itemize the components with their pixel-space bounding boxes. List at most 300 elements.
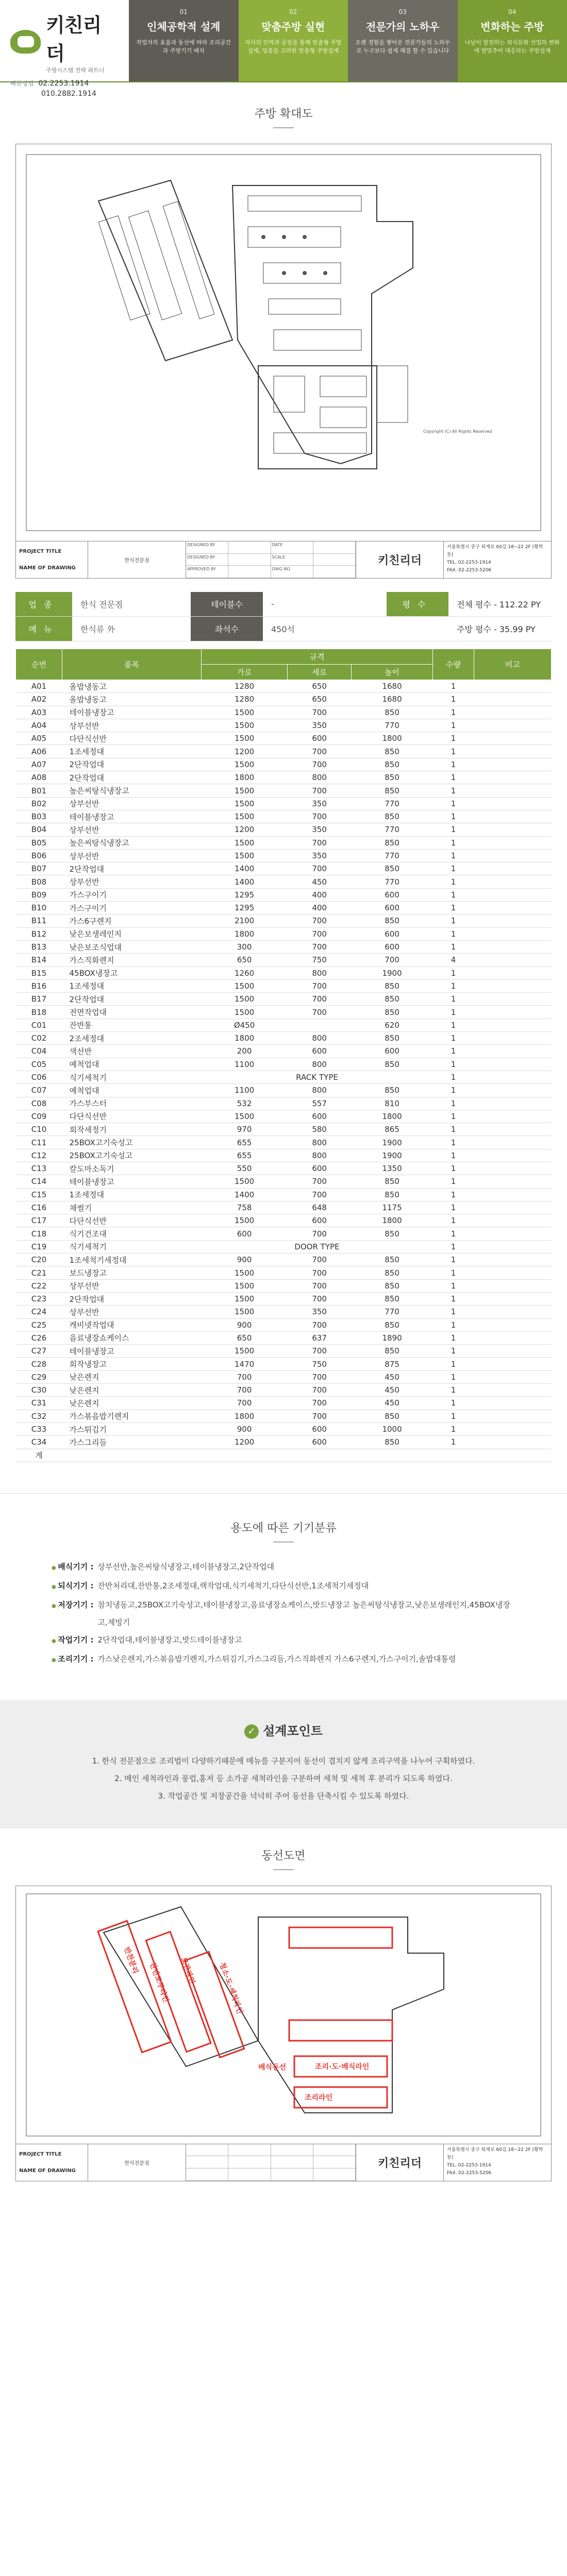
table-row	[16, 706, 552, 719]
table-row	[16, 836, 552, 849]
table-cell: 850	[352, 914, 433, 927]
table-cell: 1	[433, 745, 474, 758]
table-cell: 2조세정대	[62, 1032, 202, 1045]
col-d: 세로	[288, 665, 352, 680]
table-cell: 1	[433, 1266, 474, 1279]
table-cell: 테이블냉장고	[62, 1175, 202, 1188]
table-cell: 648	[288, 1201, 352, 1214]
usage-text: 2단작업대,테이블냉장고,밧드테이블냉장고	[97, 1635, 242, 1645]
table-cell: 1100	[202, 1058, 288, 1071]
table-cell: C10	[16, 1123, 62, 1136]
table-cell: 2단작업대	[62, 771, 202, 784]
table-cell: 음료냉장쇼케이스	[62, 1331, 202, 1344]
table-cell: 700	[288, 1175, 352, 1188]
phone-2[interactable]: 010.2882.1914	[41, 90, 96, 98]
table-cell: C28	[16, 1358, 62, 1370]
table-cell: 1500	[202, 849, 288, 862]
table-cell-note	[474, 940, 552, 953]
table-cell: 700	[288, 1318, 352, 1331]
table-cell: 700	[288, 784, 352, 797]
table-cell-note	[474, 771, 552, 784]
usage-text: 잔반처리대,잔반통,2조세정대,랙작업대,식기세척기,다단식선반,1조세척기세정대	[97, 1581, 369, 1590]
col-no: 순번	[16, 649, 62, 680]
table-cell: B10	[16, 902, 62, 914]
table-cell	[352, 1449, 433, 1462]
table-cell: 상부선반	[62, 1279, 202, 1292]
table-row	[16, 1110, 552, 1123]
table-cell: C26	[16, 1331, 62, 1344]
table-row	[16, 1201, 552, 1214]
table-cell: 1500	[202, 1306, 288, 1318]
table-cell: 700	[288, 810, 352, 823]
table-cell-note	[474, 810, 552, 823]
table-cell: A08	[16, 771, 62, 784]
table-cell: 850	[352, 771, 433, 784]
table-cell: C04	[16, 1045, 62, 1058]
table-cell: 1	[433, 1097, 474, 1110]
table-cell: 1	[433, 1071, 474, 1083]
table-cell-note	[474, 745, 552, 758]
table-cell-note	[474, 902, 552, 914]
table-cell: 1800	[352, 1110, 433, 1123]
table-cell: 테이블냉장고	[62, 810, 202, 823]
table-cell: 1	[433, 993, 474, 1006]
table-cell: C22	[16, 1279, 62, 1292]
table-cell: A06	[16, 745, 62, 758]
table-cell: 655	[202, 1149, 288, 1162]
table-row	[16, 1292, 552, 1305]
table-cell: 1	[433, 1149, 474, 1162]
table-row	[16, 1097, 552, 1110]
table-cell-note	[474, 1436, 552, 1449]
table-cell: C30	[16, 1384, 62, 1397]
table-row	[16, 1370, 552, 1383]
table-cell-note	[474, 1084, 552, 1097]
table-cell: B07	[16, 862, 62, 875]
table-cell: 900	[202, 1318, 288, 1331]
table-cell: 650	[202, 1331, 288, 1344]
table-row	[16, 1019, 552, 1031]
table-cell: 1	[433, 758, 474, 771]
table-cell: 1	[433, 1136, 474, 1149]
table-cell-note	[474, 1410, 552, 1422]
table-cell: 865	[352, 1123, 433, 1136]
table-cell: 1500	[202, 758, 288, 771]
flow-label: 조리·도·배식라인	[315, 2062, 370, 2071]
table-cell: 770	[352, 849, 433, 862]
feature-2	[239, 0, 348, 81]
table-cell: 가스구이기	[62, 888, 202, 901]
brand-block	[0, 0, 129, 98]
table-cell: 1	[433, 914, 474, 927]
table-cell-note	[474, 732, 552, 745]
table-cell-note	[474, 1032, 552, 1045]
table-cell: 1000	[352, 1422, 433, 1435]
table-row	[16, 1162, 552, 1175]
table-cell: 1	[433, 1188, 474, 1201]
table-cell: 1470	[202, 1358, 288, 1370]
table-cell: 낮은보생레인지	[62, 927, 202, 940]
usage-text: 가스낮은렌지,가스볶음밥기렌지,가스튀김기,가스그리들,가스직화렌지 가스6구렌지,가스구이기,솔밥대통령	[97, 1654, 456, 1664]
table-cell: 가스직화렌지	[62, 954, 202, 967]
table-row	[16, 927, 552, 940]
table-cell: 850	[352, 706, 433, 719]
usage-item	[52, 1596, 515, 1631]
table-row	[16, 979, 552, 992]
table-cell: 850	[352, 1032, 433, 1045]
table-cell: 850	[352, 1227, 433, 1240]
usage-section	[0, 1493, 567, 1690]
table-cell: 1	[433, 1006, 474, 1019]
table-cell: 1	[433, 1110, 474, 1123]
table-cell: B08	[16, 875, 62, 888]
fax-text: FAX. 02-2253-5206	[447, 2170, 492, 2176]
table-cell: 770	[352, 797, 433, 810]
table-cell: 700	[288, 1410, 352, 1422]
table-cell: C09	[16, 1110, 62, 1123]
table-cell: 1	[433, 1358, 474, 1370]
table-cell: C19	[16, 1240, 62, 1253]
table-cell: 1800	[202, 1410, 288, 1422]
table-cell: 450	[352, 1370, 433, 1383]
table-cell: 1조세정대	[62, 1188, 202, 1201]
table-cell: 1	[433, 693, 474, 706]
table-cell: 350	[288, 719, 352, 732]
table-cell: 700	[288, 1266, 352, 1279]
table-cell: 700	[288, 914, 352, 927]
table-cell-note	[474, 1370, 552, 1383]
table-row	[16, 875, 552, 888]
table-cell: 800	[288, 967, 352, 979]
table-row	[16, 1384, 552, 1397]
table-cell: 850	[352, 1345, 433, 1358]
flow-label: 배식동선	[258, 2063, 287, 2072]
table-row	[16, 732, 552, 745]
table-row	[16, 902, 552, 914]
table-cell: 1	[433, 1306, 474, 1318]
table-cell: 1500	[202, 836, 288, 849]
table-cell-note	[474, 1358, 552, 1370]
section-title-usage: 용도에 따른 기기분류	[230, 1521, 337, 1535]
table-cell: 상부선반	[62, 875, 202, 888]
table-cell: 1	[433, 875, 474, 888]
table-cell: B15	[16, 967, 62, 979]
table-cell: 850	[352, 810, 433, 823]
table-row	[16, 888, 552, 901]
table-row	[16, 954, 552, 967]
table-cell: 800	[288, 771, 352, 784]
table-cell: 1280	[202, 693, 288, 706]
design-point: 1. 한식 전문점으로 조리법이 다양하기때문에 메뉴를 구분지어 동선이 겹치지 않게 조리구역을 나누어 구획하였다.	[92, 1756, 475, 1766]
table-cell: B06	[16, 849, 62, 862]
table-cell: 1	[433, 1345, 474, 1358]
table-row	[16, 1175, 552, 1188]
info-row	[15, 617, 552, 641]
table-cell: 600	[288, 1214, 352, 1227]
table-cell: 1500	[202, 784, 288, 797]
table-cell: 1500	[202, 810, 288, 823]
table-cell: 850	[352, 979, 433, 992]
table-cell: 450	[352, 1397, 433, 1410]
title-labels	[16, 541, 88, 578]
table-cell: 상부선반	[62, 797, 202, 810]
table-cell: 1	[433, 1201, 474, 1214]
table-cell: 1500	[202, 732, 288, 745]
table-cell: 다단식선반	[62, 1110, 202, 1123]
table-cell: 1350	[352, 1162, 433, 1175]
table-cell: 620	[352, 1019, 433, 1031]
grid-cell: DESIGNED BY	[186, 541, 228, 554]
phone-label: 빠른상담	[10, 80, 35, 87]
grid-cell: DWG NO	[271, 566, 313, 578]
table-cell: 1200	[202, 823, 288, 836]
table-cell: 200	[202, 1045, 288, 1058]
table-cell-note	[474, 1188, 552, 1201]
table-cell: 1	[433, 1279, 474, 1292]
table-cell: 낮은보조식업대	[62, 940, 202, 953]
table-row	[16, 1188, 552, 1201]
table-cell: RACK TYPE	[202, 1071, 433, 1083]
table-cell-note	[474, 758, 552, 771]
table-row	[16, 1306, 552, 1318]
phone-1[interactable]: 02.2253.1914	[38, 79, 89, 88]
info-key-empty	[387, 617, 448, 641]
flow-label: 반찬분리	[122, 1945, 140, 1975]
table-cell: 1	[433, 927, 474, 940]
table-row	[16, 745, 552, 758]
table-cell: 550	[202, 1162, 288, 1175]
table-cell: 750	[288, 954, 352, 967]
table-cell: A05	[16, 732, 62, 745]
table-cell: C08	[16, 1097, 62, 1110]
table-row	[16, 1058, 552, 1071]
table-cell: 770	[352, 823, 433, 836]
col-qty: 수량	[433, 649, 474, 680]
title-grid	[186, 541, 356, 578]
table-cell: 1400	[202, 1188, 288, 1201]
table-cell: 650	[202, 954, 288, 967]
table-cell: C21	[16, 1266, 62, 1279]
table-cell: 600	[288, 1162, 352, 1175]
table-cell: 1500	[202, 1110, 288, 1123]
table-cell: B11	[16, 914, 62, 927]
table-cell: 650	[288, 680, 352, 693]
table-cell: 1900	[352, 1149, 433, 1162]
table-cell: 1	[433, 1032, 474, 1045]
table-cell: 2100	[202, 914, 288, 927]
table-cell: 가스튀김기	[62, 1422, 202, 1435]
usage-text: 상부선반,높은씨탕식냉장고,테이블냉장고,2단작업대	[97, 1562, 275, 1571]
usage-tag: ● 되식기기 :	[52, 1577, 93, 1596]
design-point: 2. 메인 세척라인과 풍럽,홍저 등 소가공 세척라인을 구분하여 세척 및 세척 후 분리가 되도록 하였다.	[114, 1773, 453, 1783]
table-cell: 2단작업대	[62, 1292, 202, 1305]
table-cell: C15	[16, 1188, 62, 1201]
table-cell: 1	[433, 732, 474, 745]
table-cell: 1680	[352, 680, 433, 693]
table-cell-note	[474, 1253, 552, 1266]
table-cell: 가스볶음밥기렌지	[62, 1410, 202, 1422]
table-cell: 850	[352, 1318, 433, 1331]
table-cell: 1800	[202, 771, 288, 784]
table-cell: B02	[16, 797, 62, 810]
flow-plan-drawing	[16, 1886, 551, 2144]
table-cell: B14	[16, 954, 62, 967]
check-icon: ✓	[244, 1724, 259, 1739]
table-cell: 1680	[352, 693, 433, 706]
table-cell: 770	[352, 875, 433, 888]
table-cell-note	[474, 1162, 552, 1175]
table-cell	[202, 1449, 288, 1462]
design-title	[0, 1721, 567, 1739]
top-banner	[0, 0, 567, 98]
table-row	[16, 1279, 552, 1292]
table-row	[16, 1214, 552, 1227]
table-cell: 350	[288, 797, 352, 810]
table-row	[16, 1149, 552, 1162]
table-row	[16, 680, 552, 693]
table-cell: 850	[352, 1175, 433, 1188]
table-cell: 회작세정기	[62, 1123, 202, 1136]
table-cell: 700	[202, 1370, 288, 1383]
project-title-label: PROJECT TITLE	[19, 549, 62, 555]
table-cell-note	[474, 680, 552, 693]
table-cell: 높은씨탕식냉장고	[62, 784, 202, 797]
table-cell: 올밥냉동고	[62, 680, 202, 693]
table-cell: 700	[288, 940, 352, 953]
table-cell-note	[474, 1097, 552, 1110]
table-cell: 770	[352, 719, 433, 732]
table-row	[16, 849, 552, 862]
equipment-table	[15, 649, 552, 1462]
table-cell: 계	[16, 1449, 62, 1462]
table-cell-note	[474, 1331, 552, 1344]
table-cell: 회작냉장고	[62, 1358, 202, 1370]
table-cell: 가스부스터	[62, 1097, 202, 1110]
table-cell-note	[474, 1136, 552, 1149]
table-row	[16, 1006, 552, 1019]
table-cell-note	[474, 706, 552, 719]
table-cell-note	[474, 1266, 552, 1279]
table-row	[16, 758, 552, 771]
table-cell: 600	[352, 927, 433, 940]
fax-text: FAX. 02-2253-5206	[447, 568, 492, 573]
table-cell: 810	[352, 1097, 433, 1110]
table-row	[16, 1449, 552, 1462]
table-row	[16, 862, 552, 875]
table-cell: 900	[202, 1422, 288, 1435]
table-cell: 1	[433, 771, 474, 784]
feature-title: 전문가의 노하우	[366, 21, 440, 33]
table-cell: 700	[288, 1292, 352, 1305]
feature-num: 01	[179, 8, 188, 15]
title-labels	[16, 2144, 88, 2181]
brand-name: 키친리더	[46, 13, 102, 65]
divider	[273, 1541, 294, 1543]
store-info	[15, 592, 552, 641]
feature-4	[458, 0, 567, 81]
table-cell: 400	[288, 888, 352, 901]
table-cell: 850	[352, 784, 433, 797]
table-cell: 1500	[202, 1345, 288, 1358]
table-cell: 600	[352, 888, 433, 901]
flow-label: 보관라인	[179, 1956, 196, 1986]
table-cell-note	[474, 849, 552, 862]
usage-tag: ● 배식기기 :	[52, 1558, 93, 1577]
feature-num: 03	[398, 8, 407, 15]
table-cell: 1	[433, 1384, 474, 1397]
info-value: 한식 전문점	[80, 600, 123, 609]
table-cell: 1800	[202, 927, 288, 940]
table-cell: 850	[352, 1188, 433, 1201]
table-row	[16, 1436, 552, 1449]
grid-cell: DESIGNED BY	[186, 554, 228, 566]
table-cell: B03	[16, 810, 62, 823]
table-cell: 1조세척기세정대	[62, 1253, 202, 1266]
table-cell: 800	[288, 1149, 352, 1162]
table-cell: 1	[433, 797, 474, 810]
info-row	[15, 592, 552, 617]
feature-title: 맞춤주방 실현	[261, 21, 325, 33]
table-row	[16, 1331, 552, 1344]
table-row	[16, 771, 552, 784]
table-cell: C06	[16, 1071, 62, 1083]
table-cell: 1800	[352, 732, 433, 745]
table-cell: 테이블냉장고	[62, 1345, 202, 1358]
table-cell: 850	[352, 1084, 433, 1097]
table-cell: 1260	[202, 967, 288, 979]
table-row	[16, 1422, 552, 1435]
grid-cell: APPROVED BY	[186, 566, 228, 578]
table-cell: 1500	[202, 797, 288, 810]
table-cell-note	[474, 1006, 552, 1019]
table-cell: A02	[16, 693, 62, 706]
table-cell-note	[474, 1279, 552, 1292]
table-cell: 1200	[202, 745, 288, 758]
design-point: 3. 작업공간 및 저장공간을 넉넉히 주어 동선을 단축시킬 수 있도록 하였다.	[158, 1791, 409, 1801]
table-cell: C17	[16, 1214, 62, 1227]
table-cell: 800	[288, 1058, 352, 1071]
info-key: 좌석수	[191, 617, 263, 641]
table-row	[16, 784, 552, 797]
table-cell: 1	[433, 1292, 474, 1305]
info-key: 메뉴	[15, 617, 72, 641]
table-cell: 600	[352, 1045, 433, 1058]
table-cell: 1	[433, 849, 474, 862]
table-cell: 770	[352, 1306, 433, 1318]
table-row	[16, 1410, 552, 1422]
table-row	[16, 1253, 552, 1266]
table-cell: 테이블냉장고	[62, 706, 202, 719]
grid-cell: SCALE	[271, 554, 313, 566]
table-row	[16, 1266, 552, 1279]
table-cell	[288, 1019, 352, 1031]
table-row	[16, 810, 552, 823]
col-w: 가로	[202, 665, 288, 680]
table-cell: 1900	[352, 1136, 433, 1149]
table-cell: 1	[433, 810, 474, 823]
table-row	[16, 1032, 552, 1045]
table-cell-note	[474, 1214, 552, 1227]
table-cell: 1500	[202, 1006, 288, 1019]
table-cell: 850	[352, 1253, 433, 1266]
table-cell: 637	[288, 1331, 352, 1344]
brand-logo-icon	[10, 30, 41, 54]
design-title-text: 설계포인트	[263, 1723, 323, 1738]
table-cell-note	[474, 862, 552, 875]
table-cell: 650	[288, 693, 352, 706]
table-cell: 700	[288, 1188, 352, 1201]
table-cell: C14	[16, 1175, 62, 1188]
